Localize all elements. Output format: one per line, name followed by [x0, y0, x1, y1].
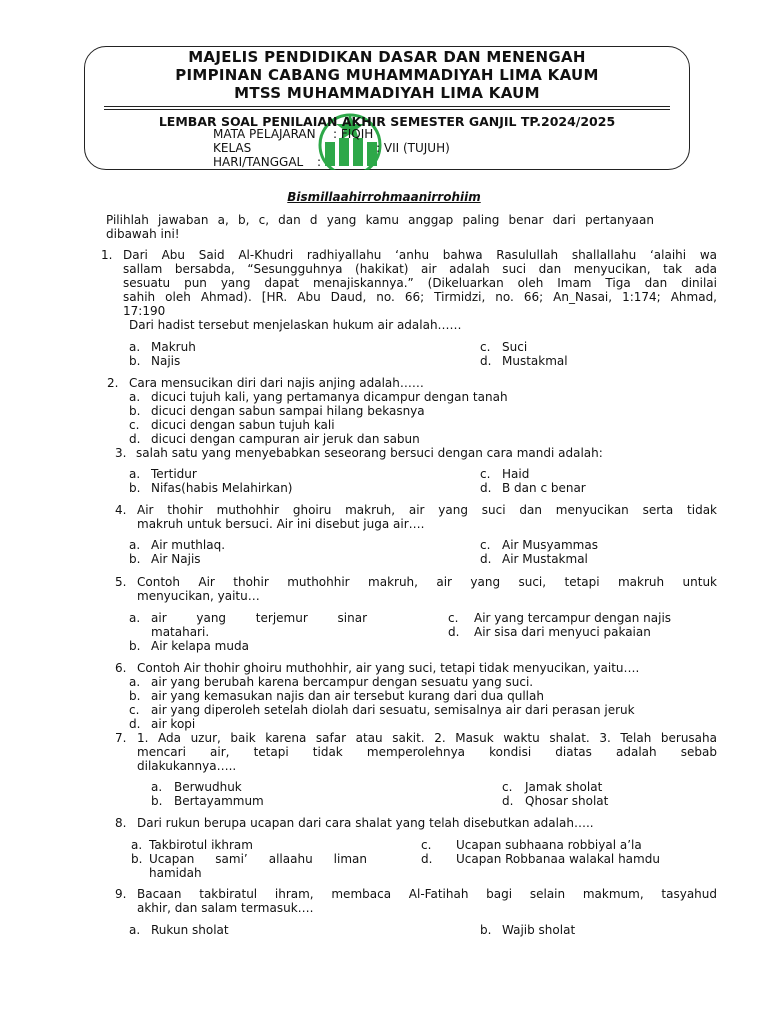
option-letter: b.	[129, 552, 141, 566]
option-letter: b.	[129, 404, 141, 418]
option-text: Qhosar sholat	[525, 794, 609, 808]
option-text: Air Mustakmal	[502, 552, 588, 566]
option-text: dicuci dengan sabun tujuh kali	[151, 418, 335, 432]
instruction-line: dibawah ini!	[106, 227, 180, 241]
option-letter: b.	[480, 923, 492, 937]
option-text: B dan c benar	[502, 481, 586, 495]
option-text: Najis	[151, 354, 181, 368]
option-letter: d.	[480, 552, 492, 566]
question-text: sallam bersabda, “Sesungguhnya (hakikat) air adalah suci dan menyucikan, tak ada	[123, 262, 717, 276]
option-text: dicuci dengan sabun sampai hilang bekasnya	[151, 404, 425, 418]
question-number: 7.	[115, 731, 127, 745]
option-text: Rukun sholat	[151, 923, 229, 937]
question-text: makruh untuk bersuci. Air ini disebut juga air….	[137, 517, 425, 531]
option-letter: c.	[480, 340, 491, 354]
question-text: akhir, dan salam termasuk….	[137, 901, 314, 915]
question-text: menyucikan, yaitu…	[137, 589, 260, 603]
option-letter: a.	[129, 340, 141, 354]
question-number: 6.	[115, 661, 127, 675]
question-number: 2.	[107, 376, 119, 390]
option-letter: d.	[480, 354, 492, 368]
header-line-2: PIMPINAN CABANG MUHAMMADIYAH LIMA KAUM	[175, 66, 599, 84]
question-text: salah satu yang menyebabkan seseorang bersuci dengan cara mandi adalah:	[136, 446, 603, 460]
option-text: Ucapan Robbanaa walakal hamdu	[456, 852, 660, 866]
option-text: air yang terjemur sinar	[151, 611, 367, 625]
question-text: mencari air, tetapi tidak memperolehnya kondisi diatas adalah sebab	[137, 745, 717, 759]
option-letter: c.	[129, 703, 140, 717]
option-text: dicuci tujuh kali, yang pertamanya dicampur dengan tanah	[151, 390, 508, 404]
option-text: air yang kemasukan najis dan air tersebut kurang dari dua qullah	[151, 689, 544, 703]
option-letter: d.	[129, 432, 141, 446]
option-letter: b.	[129, 481, 141, 495]
question-text: Contoh Air thohir muthohhir makruh, air yang suci, tetapi makruh untuk	[137, 575, 717, 589]
option-letter: a.	[151, 780, 163, 794]
option-letter: b.	[129, 689, 141, 703]
option-letter: c.	[421, 838, 432, 852]
question-number: 5.	[115, 575, 127, 589]
question-text: Dari rukun berupa ucapan dari cara shalat yang telah disebutkan adalah…..	[137, 816, 594, 830]
header-line-3: MTSS MUHAMMADIYAH LIMA KAUM	[234, 84, 540, 102]
option-text: Tertidur	[151, 467, 197, 481]
question-number: 9.	[115, 887, 127, 901]
option-text: hamidah	[149, 866, 202, 880]
option-text: Bertayammum	[174, 794, 264, 808]
option-text: air yang berubah karena bercampur dengan sesuatu yang suci.	[151, 675, 534, 689]
question-text: 1. Ada uzur, baik karena safar atau sakit. 2. Masuk waktu shalat. 3. Telah berusaha	[137, 731, 717, 745]
question-number: 4.	[115, 503, 127, 517]
option-letter: a.	[129, 611, 141, 625]
sheet-title: LEMBAR SOAL PENILAIAN AKHIR SEMESTER GANJIL TP.2024/2025	[158, 114, 616, 129]
question-text: sesuatu pun yang dapat menajiskannya.” (Dikeluarkan oleh Imam Tiga dan dinilai	[123, 276, 717, 290]
question-text: Bacaan takbiratul ihram, membaca Al-Fatihah bagi selain makmum, tasyahud	[137, 887, 717, 901]
option-text: Makruh	[151, 340, 196, 354]
header-line-1: MAJELIS PENDIDIKAN DASAR DAN MENENGAH	[188, 48, 586, 66]
question-number: 1.	[101, 248, 113, 262]
question-text: Dari hadist tersebut menjelaskan hukum air adalah……	[129, 318, 462, 332]
option-text: air yang diperoleh setelah diolah dari sesuatu, semisalnya air dari perasan jeruk	[151, 703, 635, 717]
option-letter: d.	[421, 852, 433, 866]
instruction-line: Pilihlah jawaban a, b, c, dan d yang kamu anggap paling benar dari pertanyaan	[106, 213, 654, 227]
option-letter: b.	[129, 639, 141, 653]
option-text: Air sisa dari menyuci pakaian	[474, 625, 651, 639]
option-text: air kopi	[151, 717, 196, 731]
field-value-subject: : FIQIH	[333, 127, 374, 141]
question-text: Air thohir muthohhir ghoiru makruh, air yang suci dan menyucikan serta tidak	[137, 503, 717, 517]
question-text: dilakukannya…..	[137, 759, 237, 773]
option-letter: a.	[129, 675, 141, 689]
option-text: Wajib sholat	[502, 923, 576, 937]
option-letter: a.	[129, 467, 141, 481]
option-letter: d.	[448, 625, 460, 639]
option-text: Ucapan sami’ allaahu liman	[149, 852, 367, 866]
field-label-class: KELAS	[213, 141, 252, 155]
option-text: dicuci dengan campuran air jeruk dan sabun	[151, 432, 420, 446]
option-letter: a.	[131, 838, 143, 852]
option-letter: c.	[129, 418, 140, 432]
question-text: Dari Abu Said Al-Khudri radhiyallahu ‘anhu bahwa Rasulullah shallallahu ‘alaihi wa	[123, 248, 717, 262]
question-number: 3.	[115, 446, 127, 460]
option-text: Air muthlaq.	[151, 538, 226, 552]
field-value-class: : VII (TUJUH)	[376, 141, 450, 155]
option-text: matahari.	[151, 625, 210, 639]
option-letter: b.	[131, 852, 143, 866]
question-number: 8.	[115, 816, 127, 830]
option-text: Suci	[502, 340, 528, 354]
option-letter: c.	[480, 467, 491, 481]
question-text: Contoh Air thohir ghoiru muthohhir, air yang suci, tetapi tidak menyucikan, yaitu….	[137, 661, 640, 675]
option-text: Mustakmal	[502, 354, 568, 368]
option-letter: d.	[480, 481, 492, 495]
option-text: Air kelapa muda	[151, 639, 249, 653]
option-text: Berwudhuk	[174, 780, 242, 794]
option-letter: a.	[129, 538, 141, 552]
bismillah: Bismillaahirrohmaanirrohiim	[287, 190, 481, 204]
question-text: sahih oleh Ahmad). [HR. Abu Daud, no. 66; Tirmidzi, no. 66; An_Nasai, 1:174; Ahmad,	[123, 290, 717, 304]
option-text: Air yang tercampur dengan najis	[474, 611, 672, 625]
field-label-date: HARI/TANGGAL	[213, 155, 304, 169]
option-text: Takbirotul ikhram	[149, 838, 253, 852]
question-text: Cara mensucikan diri dari najis anjing adalah……	[129, 376, 424, 390]
option-letter: a.	[129, 390, 141, 404]
option-letter: c.	[448, 611, 459, 625]
option-letter: c.	[480, 538, 491, 552]
option-text: Nifas(habis Melahirkan)	[151, 481, 293, 495]
field-value-date: :	[317, 155, 322, 169]
option-letter: c.	[502, 780, 513, 794]
option-text: Air Najis	[151, 552, 201, 566]
question-text: 17:190	[123, 304, 166, 318]
option-letter: a.	[129, 923, 141, 937]
option-text: Ucapan subhaana robbiyal a’la	[456, 838, 642, 852]
option-letter: b.	[151, 794, 163, 808]
option-letter: d.	[502, 794, 514, 808]
option-text: Air Musyammas	[502, 538, 598, 552]
option-letter: b.	[129, 354, 141, 368]
field-label-subject: MATA PELAJARAN	[213, 127, 316, 141]
option-text: Jamak sholat	[525, 780, 603, 794]
option-letter: d.	[129, 717, 141, 731]
option-text: Haid	[502, 467, 530, 481]
